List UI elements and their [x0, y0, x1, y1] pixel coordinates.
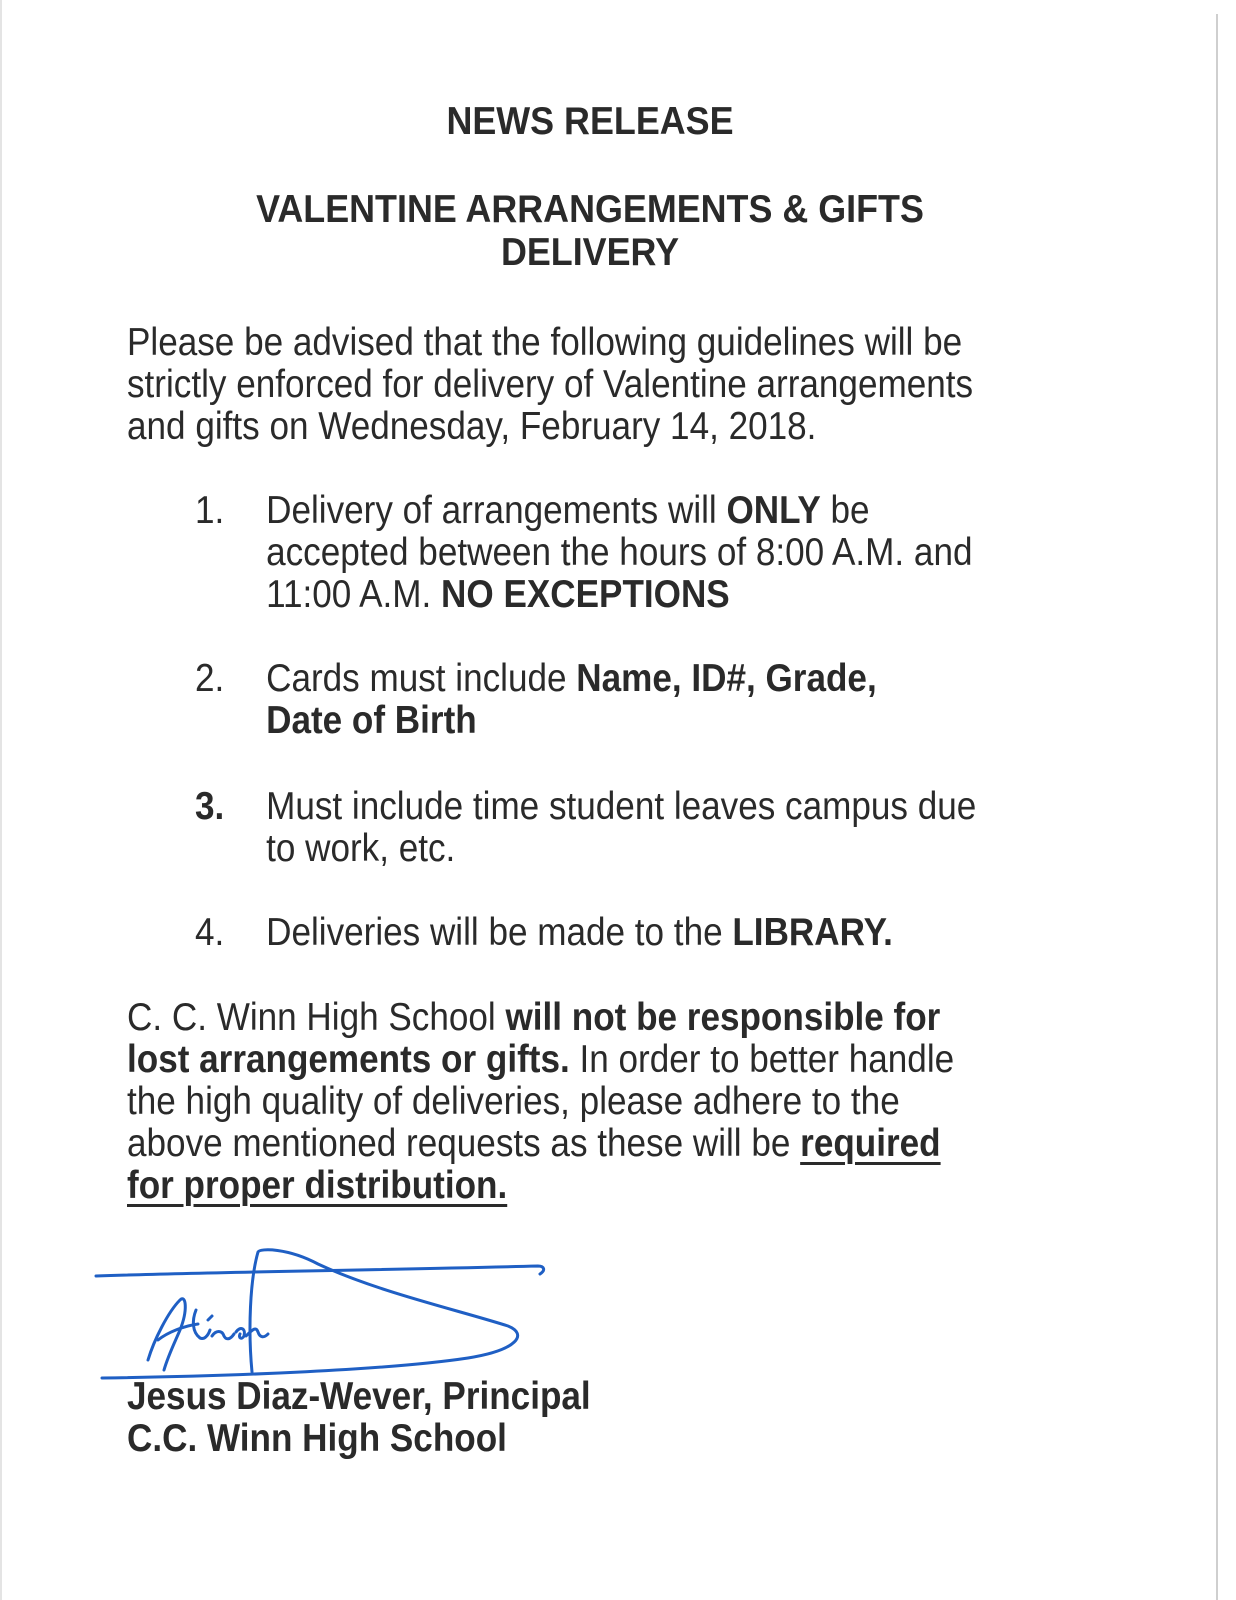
emphasis-library: LIBRARY.: [732, 911, 893, 954]
guideline-item-4: [195, 912, 1059, 954]
intro-line-2: strictly enforced for delivery of Valentine arrangements: [127, 363, 974, 406]
guideline-1-line-1: [266, 490, 1059, 532]
guideline-item-3: [195, 786, 1059, 870]
scan-edge-left: [0, 0, 2, 1600]
guideline-4-line-1: [266, 912, 1059, 954]
closing-line-3: the high quality of deliveries, please adhere to the: [127, 1080, 900, 1123]
guideline-number: 3.: [195, 785, 225, 828]
closing-line-4: [127, 1123, 1054, 1165]
closing-line-1: [127, 997, 1054, 1039]
text-span: 11:00 A.M.: [266, 573, 442, 616]
guideline-number: 4.: [195, 911, 225, 954]
emphasis-proper-distribution: for proper distribution.: [127, 1164, 508, 1207]
guideline-1-line-3: [266, 574, 1059, 616]
guideline-number: 1.: [195, 489, 225, 532]
emphasis-lost-items: lost arrangements or gifts.: [127, 1038, 570, 1081]
text-span: Cards must include: [266, 657, 577, 700]
guideline-3-line-1: Must include time student leaves campus due: [266, 785, 977, 828]
intro-line-1: Please be advised that the following guidelines will be: [127, 321, 963, 364]
emphasis-not-responsible: will not be responsible for: [505, 996, 941, 1039]
guideline-item-1: [195, 490, 1059, 616]
guideline-2-line-1: [266, 658, 1059, 700]
signatory-school: C.C. Winn High School: [127, 1417, 507, 1460]
intro-line-3: and gifts on Wednesday, February 14, 2018.: [127, 405, 817, 448]
intro-paragraph: [127, 322, 1054, 448]
text-span: Deliveries will be made to the: [266, 911, 733, 954]
text-span: above mentioned requests as these will be: [127, 1122, 801, 1165]
guideline-1-line-2: accepted between the hours of 8:00 A.M. and: [266, 531, 973, 574]
signatory-name: Jesus Diaz-Wever, Principal: [127, 1375, 591, 1418]
text-span: be: [820, 489, 870, 532]
scan-edge-right: [1216, 14, 1218, 1600]
guideline-item-2: [195, 658, 1059, 742]
document-title-line-1: VALENTINE ARRANGEMENTS & GIFTS: [256, 188, 924, 231]
closing-line-5: [127, 1165, 1054, 1207]
closing-line-2: [127, 1039, 1054, 1081]
text-span: C. C. Winn High School: [127, 996, 506, 1039]
emphasis-only: ONLY: [726, 489, 821, 532]
guideline-3-line-2: to work, etc.: [266, 827, 456, 870]
emphasis-card-fields: Name, ID#, Grade,: [576, 657, 877, 700]
text-span: In order to better handle: [569, 1038, 955, 1081]
closing-paragraph: [127, 997, 1054, 1207]
document-title-line-2: DELIVERY: [500, 231, 680, 274]
emphasis-no-exceptions: NO EXCEPTIONS: [441, 573, 730, 616]
emphasis-required: required: [800, 1122, 941, 1165]
guideline-number: 2.: [195, 657, 225, 700]
text-span: Delivery of arrangements will: [266, 489, 727, 532]
guideline-2-line-2: [266, 700, 1059, 742]
news-release-heading: NEWS RELEASE: [446, 100, 734, 143]
emphasis-date-of-birth: Date of Birth: [266, 699, 477, 742]
